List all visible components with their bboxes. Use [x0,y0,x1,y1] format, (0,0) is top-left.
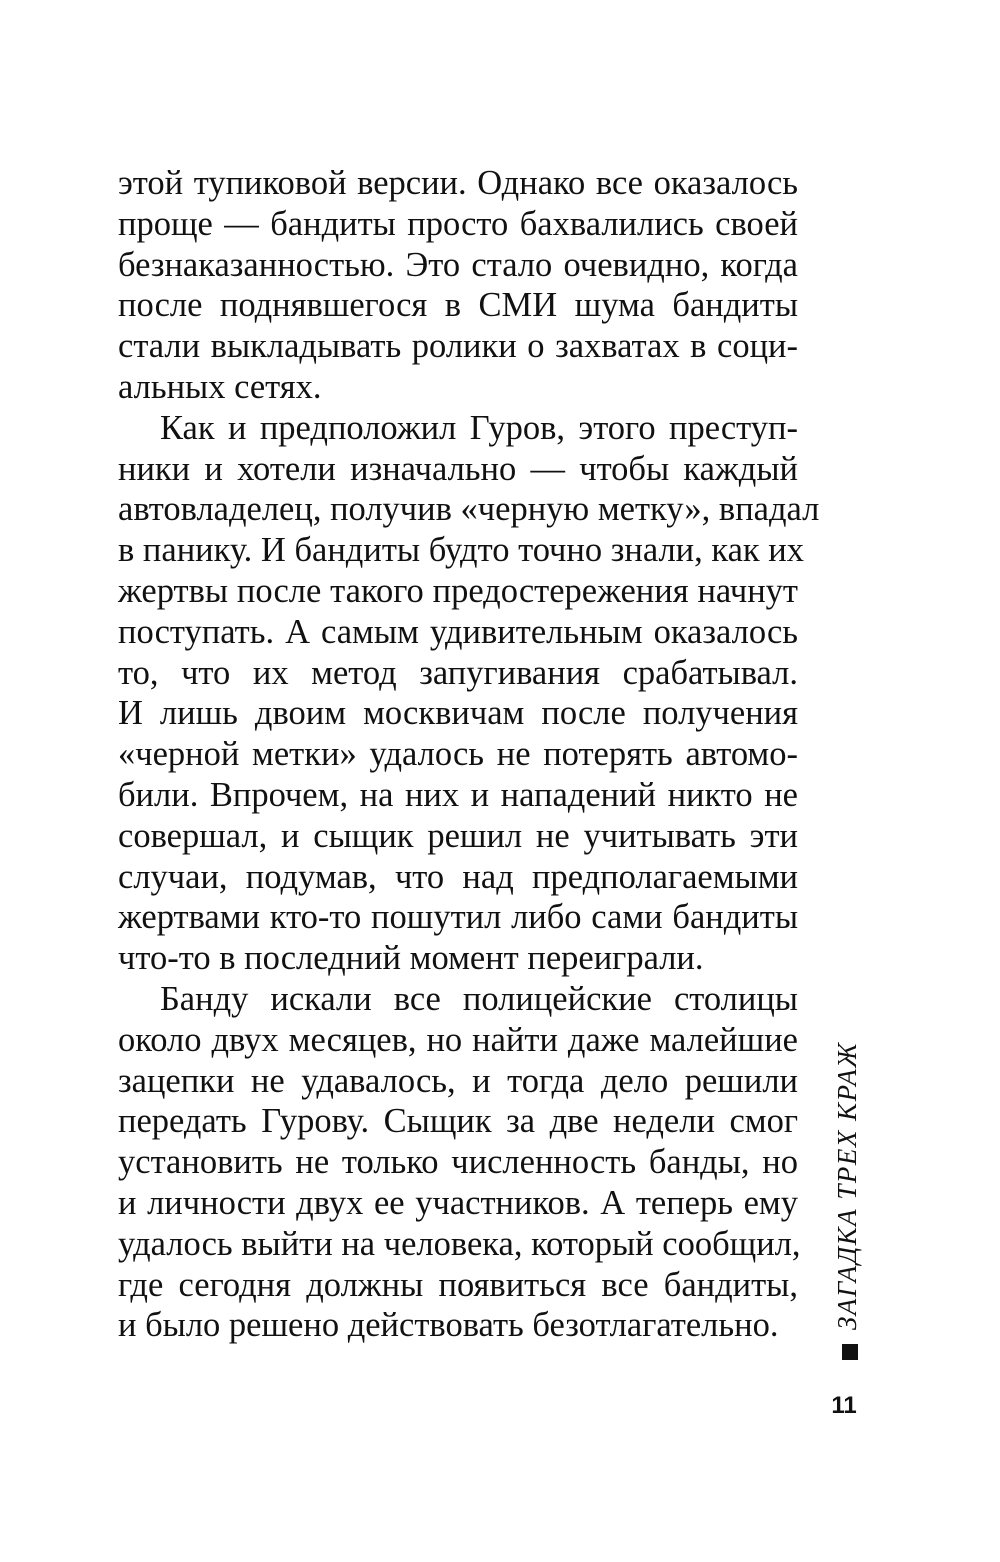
text-line: били. Впрочем, на них и нападений никто не [118,775,798,814]
text-line: то, что их метод запугивания срабатывал. [118,653,798,692]
text-line: и личности двух ее участников. А теперь ему [118,1183,798,1222]
text-line: после поднявшегося в СМИ шума бандиты [118,286,798,325]
text-line: альных сетях. [118,367,322,406]
text-line: установить не только численность банды, но [118,1143,798,1182]
text-line: стали выкладывать ролики о захватах в соци- [118,327,798,366]
text-line: удалось выйти на человека, который сообщил, [118,1224,801,1263]
text-line: жертвами кто-то пошутил либо сами бандиты [118,898,798,937]
text-line: жертвы после такого предостережения начнут [118,571,798,610]
text-line: что-то в последний момент переиграли. [118,939,704,978]
text-line: проще — бандиты просто бахвалились своей [118,204,798,243]
body-text [118,163,820,1346]
running-head-square-marker [842,1344,858,1360]
paragraph-1 [118,163,798,408]
text-line: в панику. И бандиты будто точно знали, как их [118,531,805,570]
text-line: И лишь двоим москвичам после получения [118,694,798,733]
text-line: около двух месяцев, но найти даже малейшие [118,1020,798,1059]
text-line: поступать. А самым удивительным оказалось [118,612,798,651]
paragraph-3 [118,979,801,1346]
text-line: случаи, подумав, что над предполагаемыми [118,857,798,896]
text-line: где сегодня должны появиться все бандиты, [118,1265,798,1304]
text-line: ники и хотели изначально — чтобы каждый [118,449,798,488]
text-line: «черной метки» удалось не потерять автомо- [118,735,798,774]
text-line: этой тупиковой версии. Однако все оказалось [118,164,798,202]
running-title: ЗАГАДКА ТРЕХ КРАЖ [832,1041,862,1330]
text-line: Банду искали все полицейские столицы [160,979,798,1018]
text-line: передать Гурову. Сыщик за две недели смог [118,1102,798,1141]
paragraph-2 [118,408,820,979]
text-line: безнаказанностью. Это стало очевидно, когда [118,245,798,284]
page-number: 11 [831,1392,857,1419]
text-line: зацепки не удавалось, и тогда дело решили [118,1061,798,1100]
text-line: автовладелец, получив «черную метку», впадал [118,490,820,529]
text-line: Как и предположил Гуров, этого преступ- [160,408,798,447]
text-line: совершал, и сыщик решил не учитывать эти [118,816,798,855]
text-line: и было решено действовать безотлагательно. [118,1306,779,1345]
